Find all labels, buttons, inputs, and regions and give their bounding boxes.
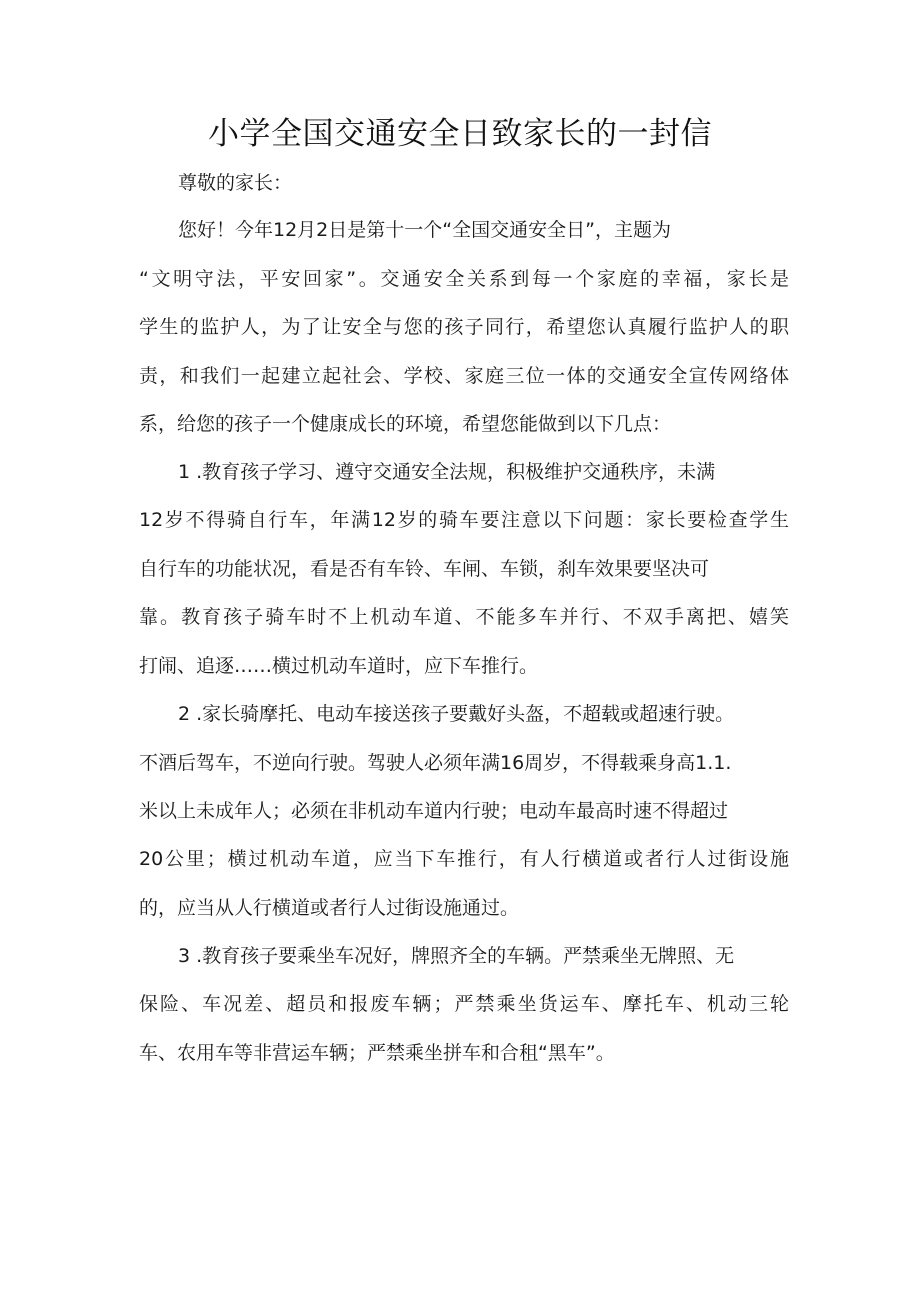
- point2-line: 米以上未成年人；必须在非机动车道内行驶；电动车最高时速不得超过: [139, 800, 729, 822]
- intro-line: “文明守法，平安回家”。交通安全关系到每一个家庭的幸福，家长是: [139, 268, 789, 290]
- intro-line: 责，和我们一起建立起社会、学校、家庭三位一体的交通安全宣传网络体: [139, 365, 789, 387]
- point2-line: 20公里；横过机动车道，应当下车推行，有人行横道或者行人过街设施: [139, 848, 789, 870]
- greeting: 尊敬的家长：: [178, 172, 293, 194]
- point2-line: 2 .家长骑摩托、电动车接送孩子要戴好头盔，不超载或超速行驶。: [178, 703, 735, 725]
- point2-line: 的，应当从人行横道或者行人过街设施通过。: [139, 897, 520, 919]
- point1-line: 打闹、追逐……横过机动车道时，应下车推行。: [139, 655, 539, 677]
- intro-line: 您好！今年12月2日是第十一个“全国交通安全日”，主题为: [178, 219, 671, 241]
- point1-line: 12岁不得骑自行车，年满12岁的骑车要注意以下问题：家长要检查学生: [139, 509, 789, 531]
- point1-line: 自行车的功能状况，看是否有车铃、车闸、车锁，刹车效果要坚决可: [139, 558, 710, 580]
- intro-line: 系，给您的孩子一个健康成长的环境，希望您能做到以下几点：: [139, 413, 672, 435]
- point1-line: 1 .教育孩子学习、遵守交通安全法规，积极维护交通秩序，未满: [178, 461, 716, 483]
- point3-line: 3 .教育孩子要乘坐车况好，牌照齐全的车辆。严禁乘坐无牌照、无: [178, 945, 735, 967]
- letter-title: 小学全国交通安全日致家长的一封信: [208, 116, 712, 152]
- point1-line: 靠。教育孩子骑车时不上机动车道、不能多车并行、不双手离把、嬉笑: [139, 606, 789, 628]
- point2-line: 不酒后驾车，不逆向行驶。驾驶人必须年满16周岁，不得载乘身高1.1.: [139, 752, 732, 774]
- point3-line: 车、农用车等非营运车辆；严禁乘坐拼车和合租“黑车”。: [139, 1042, 615, 1064]
- intro-line: 学生的监护人，为了让安全与您的孩子同行，希望您认真履行监护人的职: [139, 316, 789, 338]
- point3-line: 保险、车况差、超员和报废车辆；严禁乘坐货运车、摩托车、机动三轮: [139, 993, 789, 1015]
